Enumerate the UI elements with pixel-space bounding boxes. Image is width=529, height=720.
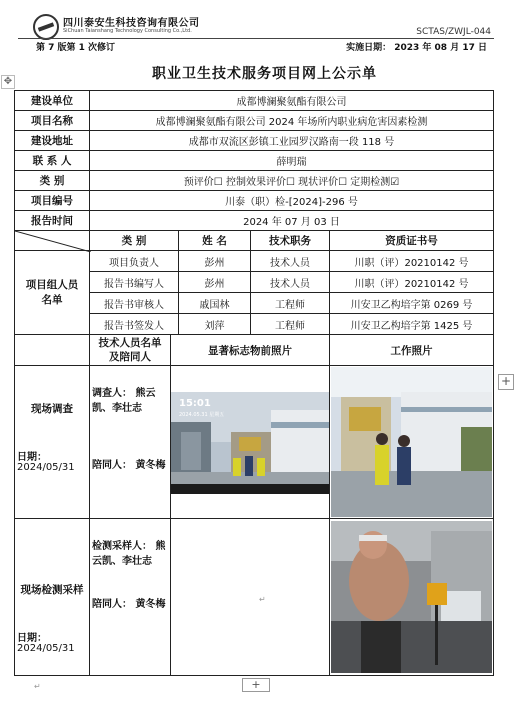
survey-work-photo-cell [329, 365, 494, 519]
member-row-2-title: 工程师 [250, 292, 330, 314]
add-row-plus-icon[interactable]: + [242, 678, 270, 692]
member-row-3-title: 工程师 [250, 313, 330, 335]
survey-sign-photo [171, 392, 329, 494]
photo-datestamp: 2024.05.31 星期五 [179, 412, 225, 418]
add-column-plus-icon[interactable]: + [498, 374, 514, 390]
survey-date-label: 日期： [17, 452, 47, 463]
sampling-sign-photo-cell [170, 518, 330, 676]
survey-work-photo-graphic [331, 367, 492, 517]
survey-people-cell [89, 365, 171, 519]
members-header-title: 技术职务 [250, 230, 330, 251]
project-name-value: 成都博澜聚氨酯有限公司 2024 年场所内职业病危害因素检测 [89, 110, 494, 131]
member-row-3-cert: 川安卫乙构培字第 1425 号 [329, 313, 494, 335]
report-date-value: 2024 年 07 月 03 日 [89, 210, 494, 231]
sampling-work-photo-graphic [331, 521, 492, 673]
sampling-date: 2024/05/31 [17, 643, 75, 654]
diagonal-header-cell [14, 230, 90, 251]
unit-label: 建设单位 [14, 90, 90, 111]
project-name-label: 项目名称 [14, 110, 90, 131]
members-group-label: 项目组人员名单 [14, 250, 90, 335]
survey-investigators: 调查人： 熊云凯、李壮志 [92, 388, 156, 414]
sampling-label: 现场检测采样 [20, 583, 84, 596]
member-row-1-title: 技术人员 [250, 271, 330, 293]
member-row-0-cert: 川职（评）20210142 号 [329, 250, 494, 272]
survey-label: 现场调查 [31, 402, 73, 415]
site-header-work-photo: 工作照片 [329, 334, 494, 366]
sampling-work-photo-cell [329, 518, 494, 676]
table-move-handle-icon[interactable]: ✥ [1, 75, 15, 89]
sampling-date-label: 日期： [17, 633, 47, 644]
site-header-tech-people: 技术人员名单及陪同人 [89, 334, 171, 366]
member-row-1-name: 彭州 [178, 271, 251, 293]
company-name-cn: 四川泰安生科技咨询有限公司 [63, 18, 200, 29]
info-table [14, 90, 494, 676]
member-row-0-name: 彭州 [178, 250, 251, 272]
member-row-0-title: 技术人员 [250, 250, 330, 272]
members-header-category: 类 别 [89, 230, 179, 251]
document-code: SCTAS/ZWJL-044 [416, 27, 491, 37]
paragraph-mark-icon-bottom: ↵ [34, 682, 41, 691]
sampling-people-cell [89, 518, 171, 676]
implementation-date: 实施日期： 2023 年 08 月 17 日 [346, 43, 487, 53]
company-logo-icon [33, 14, 59, 40]
member-row-1-category: 报告书编写人 [89, 271, 179, 293]
member-row-2-category: 报告书审核人 [89, 292, 179, 314]
address-value: 成都市双流区彭镇工业园罗汉路南一段 118 号 [89, 130, 494, 151]
survey-label-cell [14, 365, 90, 519]
sampling-label-cell [14, 518, 90, 676]
sampling-work-photo [331, 521, 492, 673]
unit-value: 成都博澜聚氨酯有限公司 [89, 90, 494, 111]
member-row-2-cert: 川安卫乙构培字第 0269 号 [329, 292, 494, 314]
project-code-label: 项目编号 [14, 190, 90, 211]
page-title: 职业卫生技术服务项目网上公示单 [152, 66, 377, 82]
member-row-0-category: 项目负责人 [89, 250, 179, 272]
contact-label: 联 系 人 [14, 150, 90, 171]
category-value: 预评价☐ 控制效果评价☐ 现状评价☐ 定期检测☑ [89, 170, 494, 191]
photo-timestamp: 15:01 [179, 398, 211, 409]
member-row-2-name: 戚国林 [178, 292, 251, 314]
survey-sign-photo-cell [170, 365, 330, 519]
address-label: 建设地址 [14, 130, 90, 151]
report-date-label: 报告时间 [14, 210, 90, 231]
paragraph-mark-icon: ↵ [259, 595, 266, 604]
category-label: 类 别 [14, 170, 90, 191]
members-header-name: 姓 名 [178, 230, 251, 251]
member-row-1-cert: 川职（评）20210142 号 [329, 271, 494, 293]
sampling-people: 检测采样人： 熊云凯、李壮志 [92, 541, 166, 567]
site-empty-header-cell [14, 334, 90, 366]
member-row-3-name: 刘萍 [178, 313, 251, 335]
version-text: 第 7 版第 1 次修订 [36, 43, 116, 53]
members-header-cert: 资质证书号 [329, 230, 494, 251]
header-divider [18, 38, 494, 39]
survey-date: 2024/05/31 [17, 462, 75, 473]
project-code-value: 川泰（职）检-[2024]-296 号 [89, 190, 494, 211]
survey-companion: 陪同人： 黄冬梅 [92, 460, 166, 471]
site-header-sign-photo: 显著标志物前照片 [170, 334, 330, 366]
survey-work-photo [331, 367, 492, 517]
company-name-en: SiChuan Taianshang Technology Consulting Co.,Ltd. [63, 28, 192, 34]
contact-value: 薛明瑞 [89, 150, 494, 171]
diagonal-line [15, 231, 91, 252]
member-row-3-category: 报告书签发人 [89, 313, 179, 335]
sampling-companion: 陪同人： 黄冬梅 [92, 599, 166, 610]
